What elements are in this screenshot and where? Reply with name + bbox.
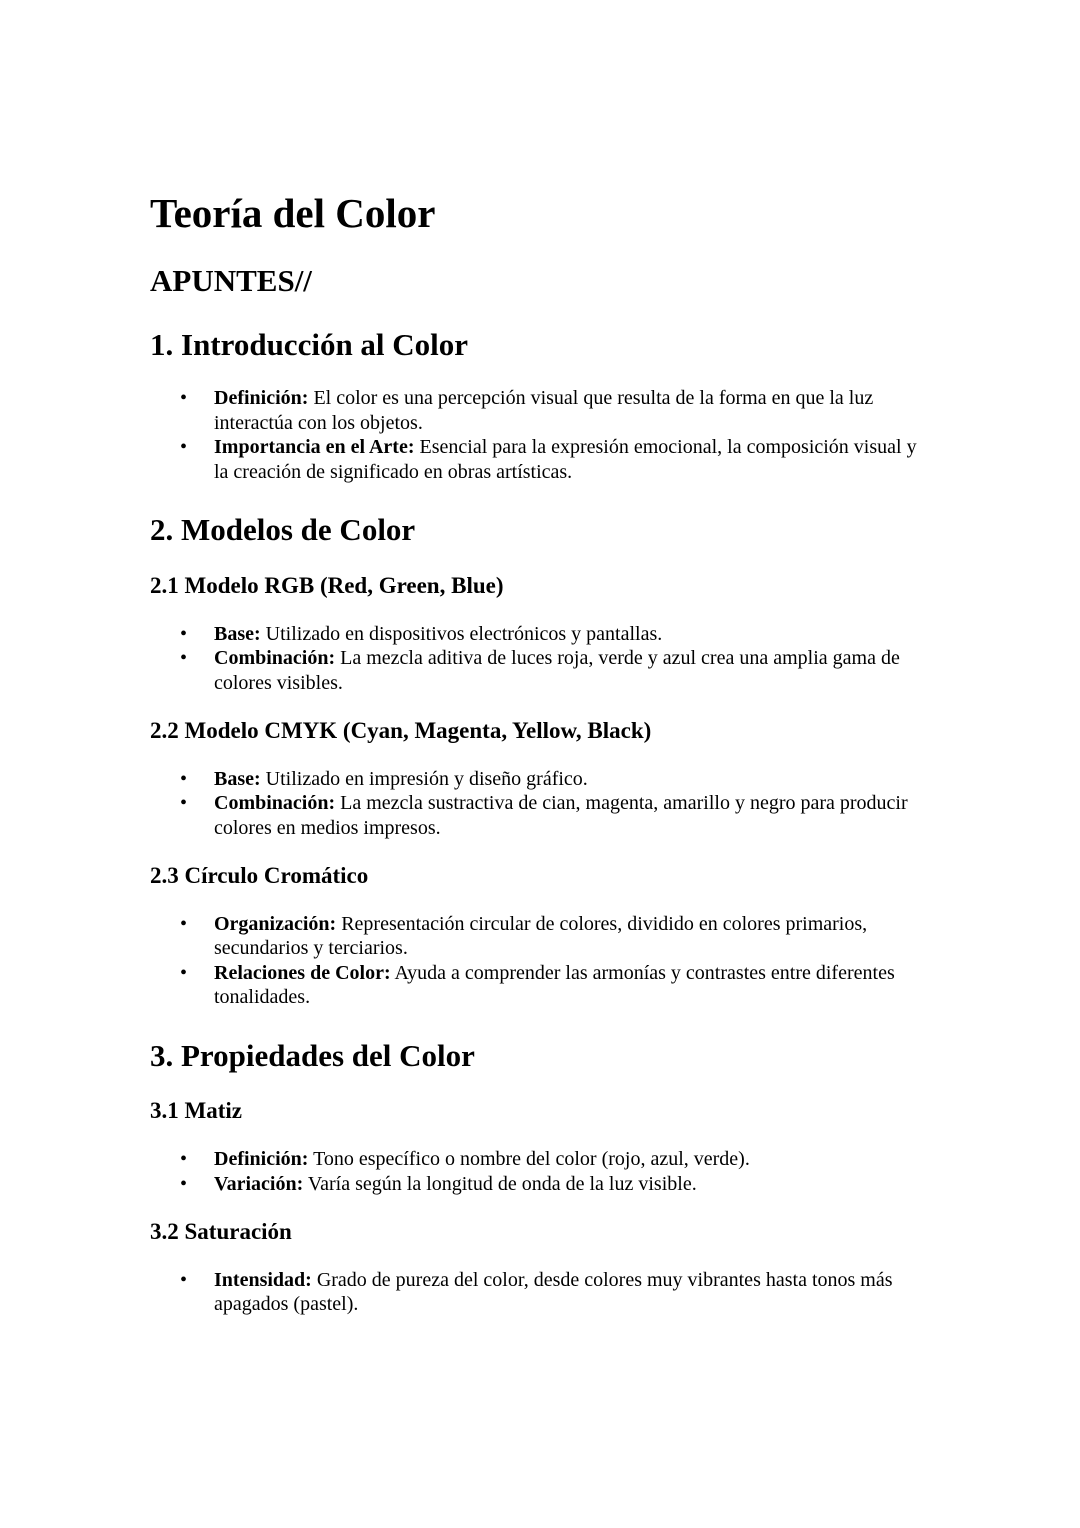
list-item: [150, 1147, 934, 1172]
item-text: Utilizado en dispositivos electrónicos y pantallas.: [260, 622, 663, 645]
section-heading-models: 2. Modelos de Color: [150, 512, 416, 548]
item-term: Combinación:: [214, 792, 336, 815]
document-page: [150, 190, 930, 1317]
item-term: Relaciones de Color:: [214, 961, 391, 984]
bullet-icon: •: [180, 647, 188, 670]
subsection-heading-saturation: 3.2 Saturación: [150, 1219, 292, 1245]
subsection-heading-rgb: 2.1 Modelo RGB (Red, Green, Blue): [150, 573, 504, 599]
bullet-icon: •: [180, 912, 188, 935]
item-text: Grado de pureza del color, desde colores muy vibrantes hasta tonos más apagados (pastel).: [214, 1268, 893, 1316]
item-term: Organización:: [214, 912, 337, 935]
item-term: Variación:: [214, 1172, 304, 1195]
bullet-icon: •: [180, 1148, 188, 1171]
bullet-list: [150, 767, 930, 841]
bullet-icon: •: [180, 792, 188, 815]
item-text: Representación circular de colores, dividido en colores primarios, secundarios y terciarios.: [214, 912, 868, 960]
bullet-list: [150, 1268, 930, 1317]
item-term: Base:: [214, 767, 261, 790]
list-item: [150, 1268, 934, 1317]
item-term: Definición:: [214, 387, 309, 410]
item-text: El color es una percepción visual que resulta de la forma en que la luz interactúa con los objetos.: [214, 387, 874, 434]
item-text: Ayuda a comprender las armonías y contrastes entre diferentes tonalidades.: [214, 961, 895, 1009]
item-text: Tono específico o nombre del color (rojo, azul, verde).: [308, 1148, 750, 1171]
list-item: [150, 1172, 934, 1197]
list-item: [150, 791, 934, 840]
bullet-icon: •: [180, 1172, 188, 1195]
item-term: Combinación:: [214, 647, 336, 670]
subsection-heading-hue: 3.1 Matiz: [150, 1098, 242, 1124]
subsection-heading-cmyk: 2.2 Modelo CMYK (Cyan, Magenta, Yellow, Black): [150, 718, 652, 744]
list-item: [150, 386, 934, 435]
bullet-icon: •: [180, 961, 188, 984]
bullet-icon: •: [180, 387, 188, 410]
list-item: [150, 912, 934, 961]
item-text: Esencial para la expresión emocional, la composición visual y la creación de significado en obras artísticas.: [214, 436, 917, 483]
item-text: Varía según la longitud de onda de la luz visible.: [303, 1172, 697, 1195]
list-item: [150, 961, 934, 1010]
item-term: Intensidad:: [214, 1268, 312, 1291]
bullet-list: [150, 622, 930, 696]
bullet-list: [150, 1147, 930, 1196]
subsection-heading-color-wheel: 2.3 Círculo Cromático: [150, 863, 369, 889]
item-text: La mezcla sustractiva de cian, magenta, amarillo y negro para producir colores en medios impresos.: [214, 792, 908, 839]
list-item: [150, 622, 934, 647]
document-title: Teoría del Color: [150, 190, 436, 236]
item-term: Importancia en el Arte:: [214, 436, 415, 459]
section-heading-intro: 1. Introducción al Color: [150, 326, 469, 362]
bullet-icon: •: [180, 436, 188, 459]
bullet-icon: •: [180, 1268, 188, 1291]
list-item: [150, 767, 934, 792]
item-term: Base:: [214, 622, 261, 645]
item-term: Definición:: [214, 1148, 309, 1171]
document-subtitle: APUNTES//: [150, 263, 312, 299]
list-item: [150, 435, 934, 484]
bullet-icon: •: [180, 622, 188, 645]
bullet-icon: •: [180, 767, 188, 790]
item-text: Utilizado en impresión y diseño gráfico.: [260, 767, 588, 790]
section-heading-properties: 3. Propiedades del Color: [150, 1037, 475, 1073]
bullet-list: [150, 386, 930, 484]
item-text: La mezcla aditiva de luces roja, verde y azul crea una amplia gama de colores visibles.: [214, 647, 900, 694]
list-item: [150, 646, 934, 695]
bullet-list: [150, 912, 930, 1010]
